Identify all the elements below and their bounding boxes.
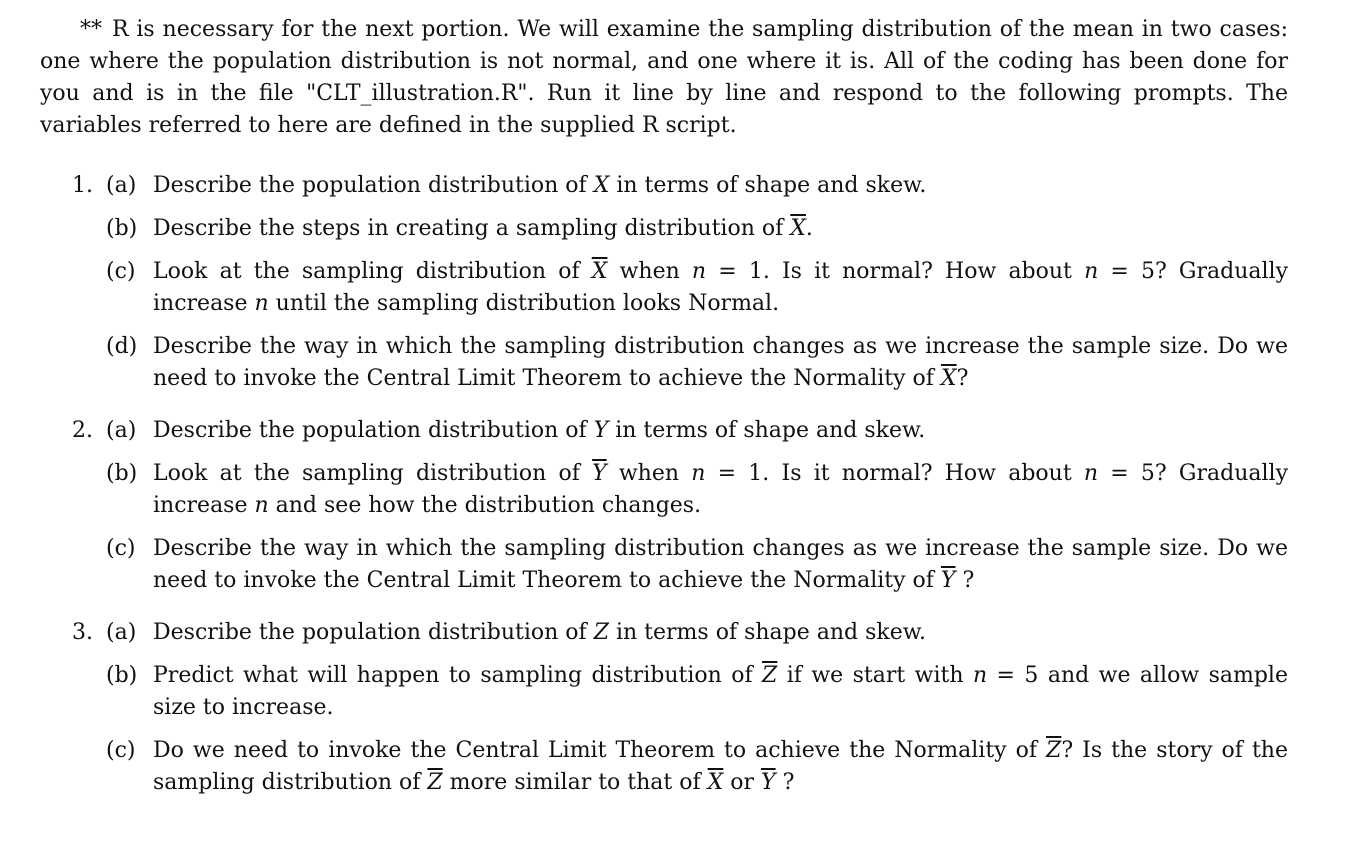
part-text: when — [606, 461, 692, 486]
math-mean-variable: $\overline{X}$ — [707, 770, 724, 795]
math-variable: n — [254, 291, 269, 316]
question-2 — [40, 415, 1288, 597]
part-label: (d) — [106, 334, 138, 359]
question-3-part-a — [40, 617, 1288, 649]
part-text: ? — [775, 770, 795, 795]
part-text: until the sampling distribution looks Normal. — [268, 291, 780, 316]
question-1-part-d — [40, 331, 1288, 395]
part-text: . — [805, 216, 813, 241]
part-text: = 1. Is it normal? How about — [706, 259, 1085, 284]
part-text: or — [723, 770, 762, 795]
question-1 — [40, 170, 1288, 395]
part-text: = 5? Gradually increase — [153, 461, 1289, 518]
math-mean-variable: $\overline{X}$ — [591, 259, 608, 284]
question-1-part-b — [40, 213, 1288, 245]
part-text: ? Is the story of the sampling distribution of — [153, 738, 1288, 795]
math-variable: n — [1084, 259, 1099, 284]
part-text: Look at the sampling distribution of — [153, 461, 593, 486]
part-label: (c) — [106, 738, 136, 763]
part-text: = 5 and we allow sample size to increase. — [153, 663, 1288, 720]
question-3 — [40, 617, 1288, 799]
part-text: Describe the population distribution of — [153, 173, 594, 198]
part-text: and see how the distribution changes. — [268, 493, 702, 518]
part-text: = 1. Is it normal? How about — [705, 461, 1084, 486]
part-text: = 5? Gradually increase — [153, 259, 1288, 316]
math-variable: Y — [593, 418, 609, 443]
intro-paragraph — [40, 14, 1288, 142]
question-1-part-c — [40, 256, 1288, 320]
part-text: when — [607, 259, 692, 284]
part-text: Look at the sampling distribution of — [153, 259, 592, 284]
part-label: (a) — [106, 173, 137, 198]
part-text: in terms of shape and skew. — [608, 620, 926, 645]
part-text: if we start with — [777, 663, 973, 688]
part-text: Describe the way in which the sampling distribution changes as we increase the sample size. Do we need to invoke the Central Limit Theorem to achieve the Normality of — [153, 334, 1288, 391]
part-text: Describe the population distribution of — [153, 418, 594, 443]
part-label: (a) — [106, 418, 137, 443]
part-text: Describe the way in which the sampling distribution changes as we increase the sample size. Do we need to invoke the Central Limit Theorem to achieve the Normality of — [153, 536, 1288, 593]
part-label: (b) — [106, 461, 138, 486]
question-3-part-b — [40, 660, 1288, 724]
math-variable: Z — [593, 620, 609, 645]
math-mean-variable: $\overline{Y}$ — [940, 568, 956, 593]
part-text: ? — [956, 366, 969, 391]
question-2-part-c — [40, 533, 1288, 597]
part-label: (c) — [106, 259, 136, 284]
part-text: in terms of shape and skew. — [608, 418, 926, 443]
math-variable: n — [1083, 461, 1099, 486]
question-1-part-a — [40, 170, 1288, 202]
math-mean-variable: $\overline{Z}$ — [1046, 738, 1062, 763]
math-mean-variable: $\overline{Z}$ — [762, 663, 778, 688]
question-3-part-c — [40, 735, 1288, 799]
math-variable: n — [254, 493, 269, 518]
math-mean-variable: $\overline{X}$ — [940, 366, 957, 391]
math-mean-variable: $\overline{X}$ — [790, 216, 806, 241]
intro-stars: ** — [80, 17, 102, 42]
math-variable: n — [972, 663, 988, 688]
part-label: (c) — [106, 536, 136, 561]
part-label: (b) — [106, 216, 138, 241]
part-text: Do we need to invoke the Central Limit Theorem to achieve the Normality of — [153, 738, 1047, 763]
question-number: 1. — [72, 173, 93, 198]
document-page — [40, 14, 1288, 799]
part-text: Describe the population distribution of — [153, 620, 594, 645]
part-label: (b) — [106, 663, 138, 688]
math-mean-variable: $\overline{Y}$ — [592, 461, 607, 486]
question-number: 2. — [72, 418, 93, 443]
part-text: Describe the steps in creating a sampling distribution of — [153, 216, 791, 241]
part-text: more similar to that of — [442, 770, 708, 795]
part-text: in terms of shape and skew. — [609, 173, 927, 198]
math-mean-variable: $\overline{Y}$ — [761, 770, 776, 795]
part-text: ? — [955, 568, 975, 593]
part-text: Predict what will happen to sampling distribution of — [153, 663, 763, 688]
question-number: 3. — [72, 620, 93, 645]
question-2-part-a — [40, 415, 1288, 447]
math-variable: n — [691, 259, 707, 284]
part-label: (a) — [106, 620, 137, 645]
math-variable: X — [593, 173, 610, 198]
math-mean-variable: $\overline{Z}$ — [427, 770, 443, 795]
question-2-part-b — [40, 458, 1288, 522]
math-variable: n — [691, 461, 706, 486]
intro-text: R is necessary for the next portion. We will examine the sampling distribution of the mean in two cases: one where the population distribution is not normal, and one where it is. All of the coding has been done for you and is in the file "CLT_illustration.R". Run it line by line and respond to the following prompts. The variables referred to here are defined in the supplied R script. — [40, 17, 1288, 138]
